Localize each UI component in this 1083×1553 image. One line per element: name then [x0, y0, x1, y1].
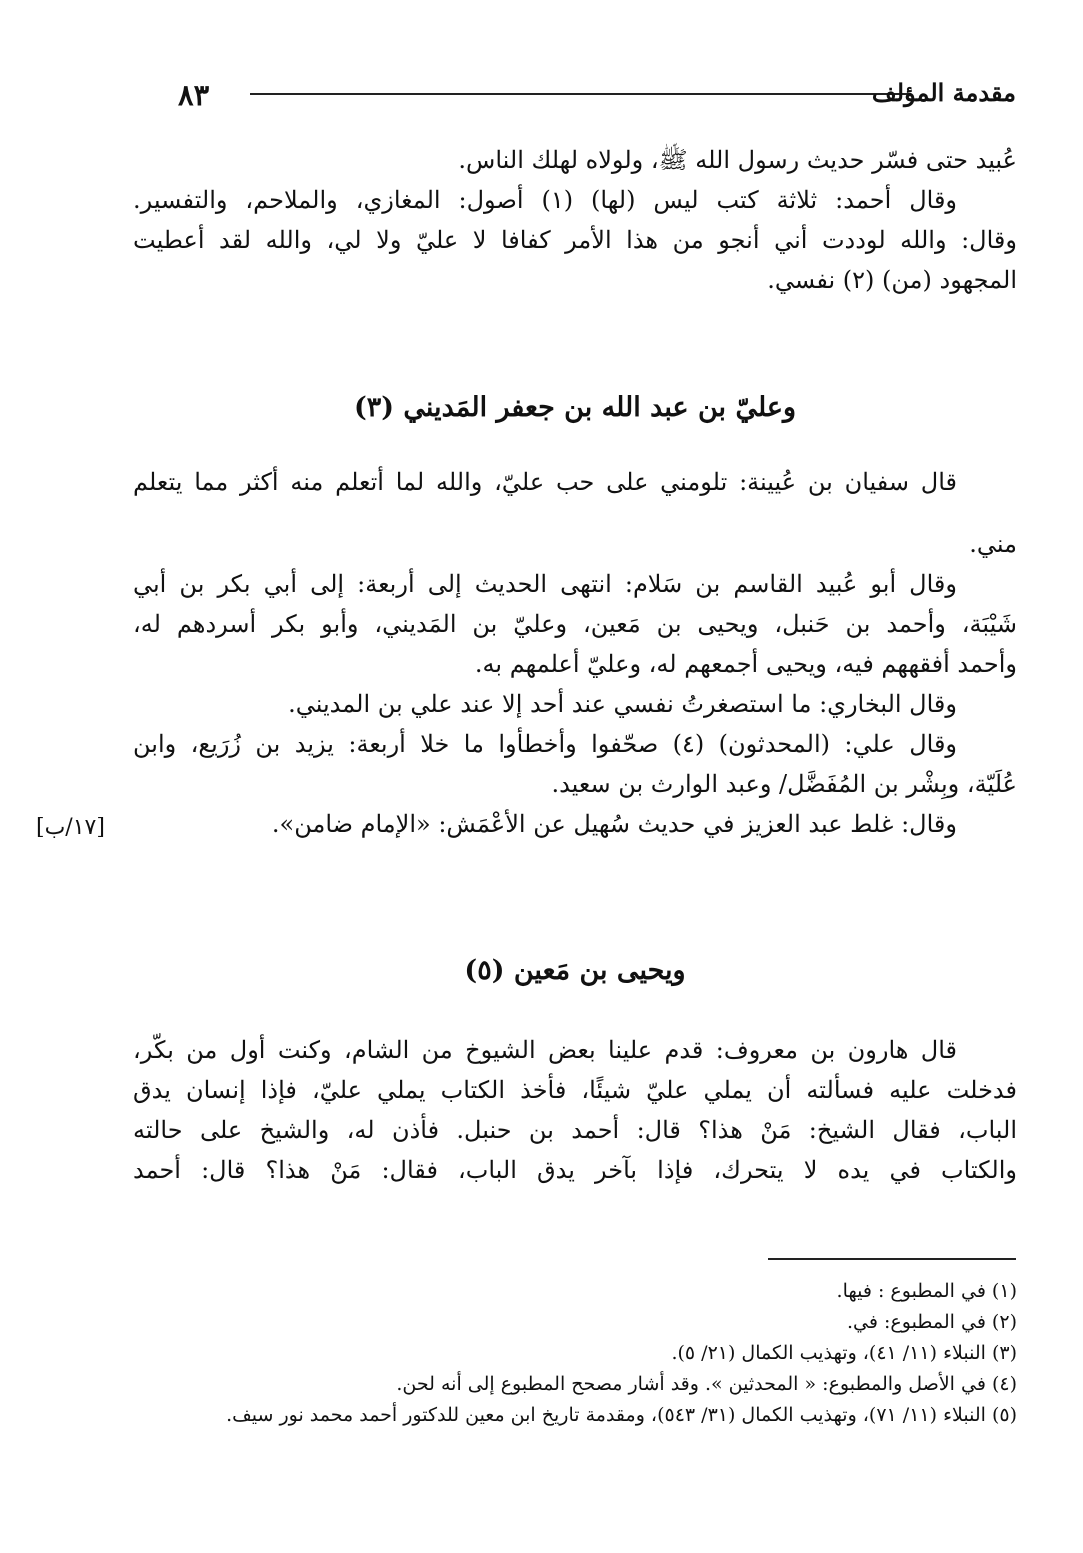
text-line: الباب، فقال الشيخ: مَنْ هذا؟ قال: أحمد بن حنبل. فأذن له، والشيخ على حالته	[133, 1116, 1017, 1144]
footnote: (١) في المطبوع : فيها.	[836, 1280, 1017, 1302]
intro-paragraphs	[133, 140, 1017, 300]
text-line: وقال: غلط عبد العزيز في حديث سُهيل عن الأعْمَش: «الإمام ضامن».	[271, 810, 957, 838]
text-line: وقال أحمد: ثلاثة كتب ليس (لها) (١) أصول: المغازي، والملاحم، والتفسير.	[133, 186, 958, 214]
text-line: وقال البخاري: ما استصغرتُ نفسي عند أحد إلا عند علي بن المديني.	[288, 690, 957, 718]
section-1-body	[133, 462, 1017, 844]
text-line: مني.	[969, 530, 1017, 558]
text-line: فدخلت عليه فسألته أن يملي عليّ شيئًا، فأخذ الكتاب يملي عليّ، فإذا إنسان يدق	[133, 1076, 1017, 1104]
footnote: (٣) النبلاء (١١/ ٤١)، وتهذيب الكمال (٢١/ ٥).	[671, 1342, 1017, 1364]
footnote-separator	[768, 1258, 1016, 1260]
footnote: (٤) في الأصل والمطبوع: « المحدثين ». وقد أشار مصحح المطبوع إلى أنه لحن.	[396, 1373, 1017, 1395]
text-line: شَيْبَة، وأحمد بن حَنبل، ويحيى بن مَعين، وعليّ بن المَديني، وأبو بكر أسردهم له،	[133, 610, 1017, 638]
text-line: وأحمد أفقههم فيه، ويحيى أجمعهم له، وعليّ أعلمهم به.	[474, 650, 1017, 678]
text-line: عُبيد حتى فسّر حديث رسول الله ﷺ، ولولاه لهلك الناس.	[458, 146, 1017, 174]
page-number: ٨٣	[178, 78, 210, 112]
text-line: وقال أبو عُبيد القاسم بن سَلام: انتهى الحديث إلى أربعة: إلى أبي بكر بن أبي	[133, 570, 957, 598]
footnote: (٥) النبلاء (١١/ ٧١)، وتهذيب الكمال (٣١/ ٥٤٣)، ومقدمة تاريخ ابن معين للدكتور أحمد محمد نور سيف.	[226, 1404, 1017, 1426]
text-line: قال سفيان بن عُيينة: تلومني على حب عليّ، والله لما أتعلم منه أكثر مما يتعلم	[133, 468, 957, 496]
text-line: وقال علي: (المحدثون) (٤) صحّفوا وأخطأوا ما خلا أربعة: يزيد بن زُرَيع، وابن	[133, 730, 957, 758]
text-line: وقال: والله لوددت أني أنجو من هذا الأمر كفافا لا عليّ ولا لي، والله لقد أعطيت	[133, 226, 1017, 254]
footnote: (٢) في المطبوع: في.	[847, 1311, 1017, 1333]
running-header	[178, 78, 1016, 112]
section-2-body	[133, 1030, 1017, 1190]
text-line: قال هارون بن معروف: قدم علينا بعض الشيوخ من الشام، وكنت أول من بكّر،	[133, 1036, 957, 1064]
text-line: والكتاب في يده لا يتحرك، فإذا بآخر يدق الباب، فقال: مَنْ هذا؟ قال: أحمد	[133, 1156, 1017, 1184]
section-heading: وعليّ بن عبد الله بن جعفر المَديني (٣)	[353, 392, 797, 423]
header-rule	[250, 93, 911, 95]
text-line: عُلَيّة، وبِشْر بن المُفَضَّل/ وعبد الوارث بن سعيد.	[551, 770, 1017, 798]
text-line: المجهود (من) (٢) نفسي.	[767, 266, 1017, 294]
footnotes	[133, 1276, 1017, 1431]
running-title: مقدمة المؤلف	[871, 78, 1016, 107]
manuscript-folio-marker: [١٧/ب]	[36, 815, 105, 840]
section-heading: ويحيى بن مَعين (٥)	[464, 955, 686, 986]
